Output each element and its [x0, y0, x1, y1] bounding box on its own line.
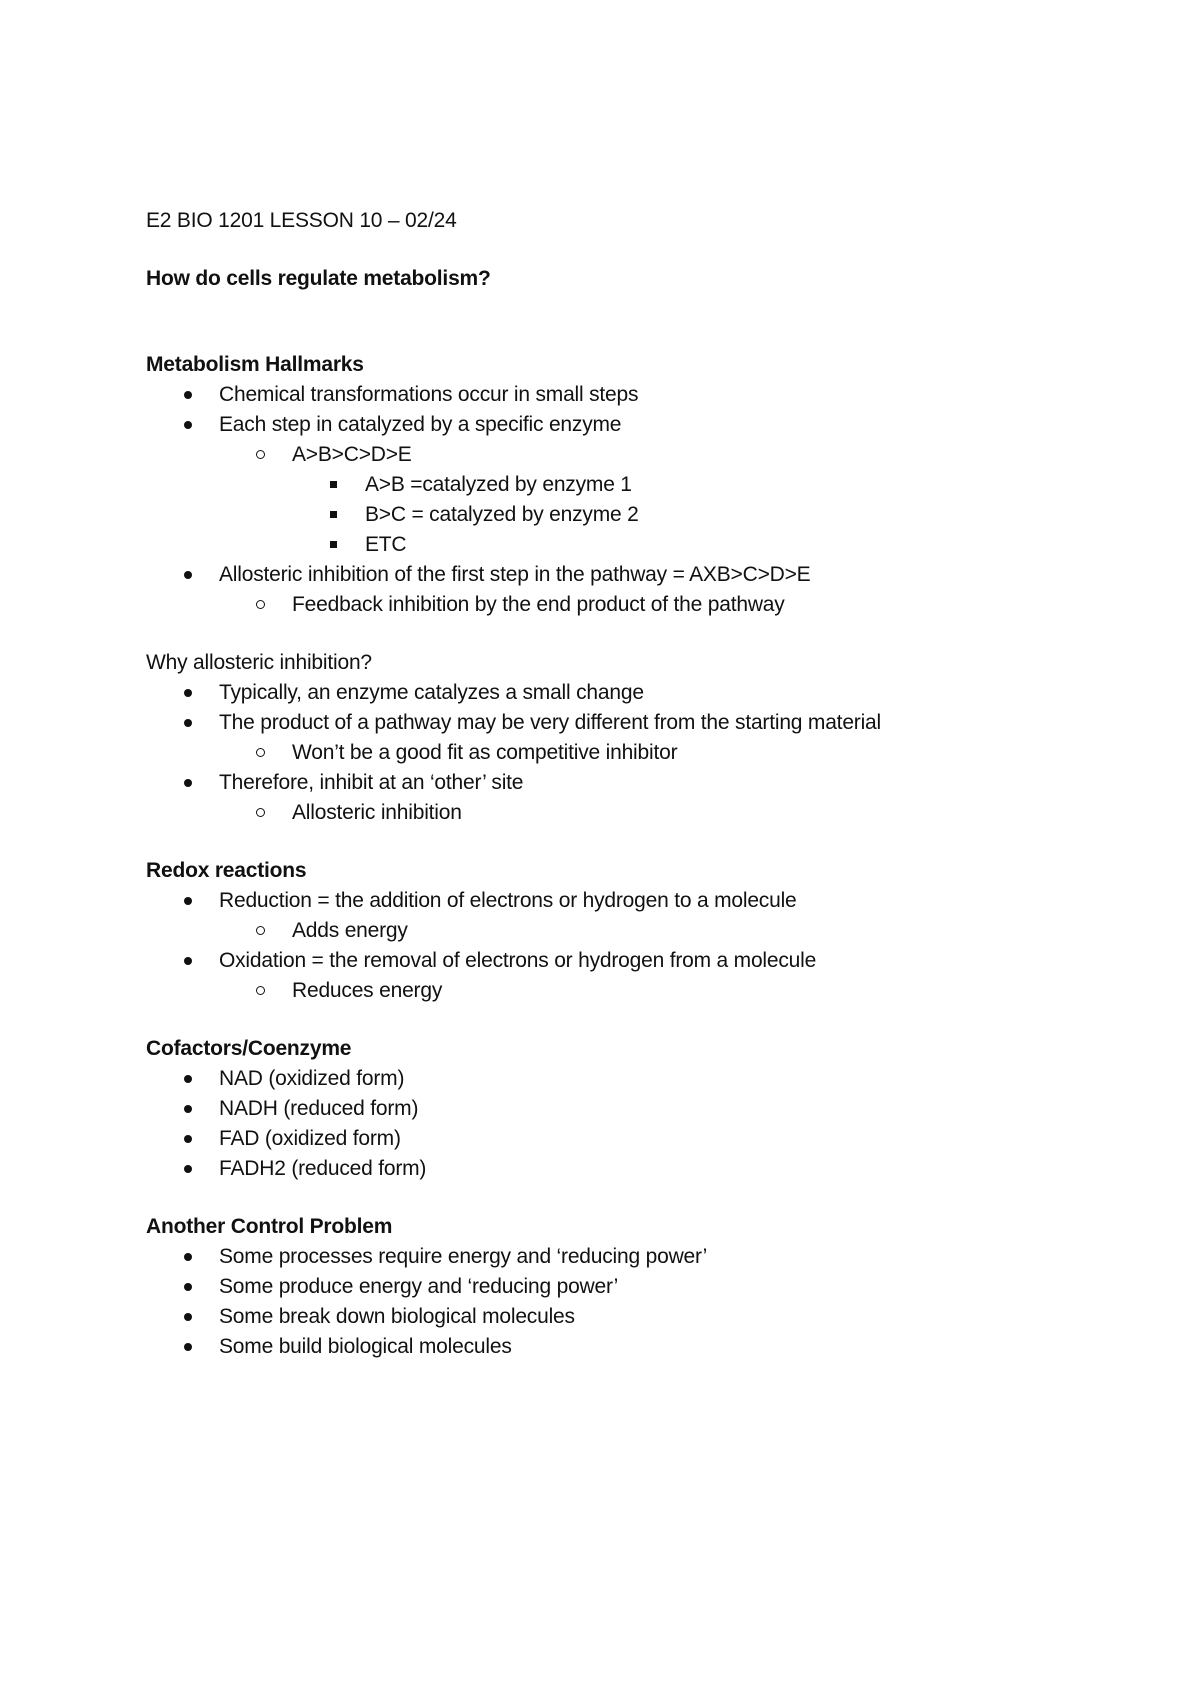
- bullet-disc-icon: [184, 1165, 192, 1173]
- list-item: FAD (oxidized form): [146, 1124, 1046, 1154]
- list-item: Some processes require energy and ‘reducing power’: [146, 1242, 1046, 1272]
- list-item: NADH (reduced form): [146, 1094, 1046, 1124]
- list-item: Each step in catalyzed by a specific enzyme: [146, 410, 1046, 440]
- bullet-circle-icon: [256, 808, 265, 817]
- list-item: Therefore, inhibit at an ‘other’ site: [146, 768, 1046, 798]
- section-title-hallmarks: Metabolism Hallmarks: [146, 353, 364, 376]
- list-item: Allosteric inhibition: [146, 798, 1046, 828]
- bullet-disc-icon: [184, 1283, 192, 1291]
- bullet-disc-icon: [184, 421, 192, 429]
- document-content: [146, 206, 1046, 1362]
- bullet-disc-icon: [184, 689, 192, 697]
- bullet-disc-icon: [184, 1075, 192, 1083]
- bullet-circle-icon: [256, 748, 265, 757]
- hallmarks-list: [146, 380, 1046, 620]
- bullet-disc-icon: [184, 1313, 192, 1321]
- section-title-cofactors: Cofactors/Coenzyme: [146, 1037, 352, 1060]
- list-item: Won’t be a good fit as competitive inhibitor: [146, 738, 1046, 768]
- bullet-circle-icon: [256, 600, 265, 609]
- list-item: Allosteric inhibition of the first step in the pathway = AXB>C>D>E: [146, 560, 1046, 590]
- list-item: Typically, an enzyme catalyzes a small change: [146, 678, 1046, 708]
- list-item: NAD (oxidized form): [146, 1064, 1046, 1094]
- bullet-circle-icon: [256, 986, 265, 995]
- list-item: Adds energy: [146, 916, 1046, 946]
- list-item: Some break down biological molecules: [146, 1302, 1046, 1332]
- control-list: [146, 1242, 1046, 1362]
- section-title-redox: Redox reactions: [146, 859, 307, 882]
- bullet-disc-icon: [184, 1135, 192, 1143]
- why-allosteric-list: [146, 678, 1046, 828]
- bullet-square-icon: [330, 481, 337, 488]
- bullet-disc-icon: [184, 897, 192, 905]
- cofactors-list: [146, 1064, 1046, 1184]
- lesson-header: E2 BIO 1201 LESSON 10 – 02/24: [146, 209, 457, 232]
- list-item: Some produce energy and ‘reducing power’: [146, 1272, 1046, 1302]
- bullet-disc-icon: [184, 571, 192, 579]
- list-item: Oxidation = the removal of electrons or hydrogen from a molecule: [146, 946, 1046, 976]
- bullet-square-icon: [330, 511, 337, 518]
- list-item: Feedback inhibition by the end product of the pathway: [146, 590, 1046, 620]
- list-item: The product of a pathway may be very different from the starting material: [146, 708, 1046, 738]
- bullet-circle-icon: [256, 926, 265, 935]
- bullet-circle-icon: [256, 450, 265, 459]
- bullet-square-icon: [330, 541, 337, 548]
- bullet-disc-icon: [184, 719, 192, 727]
- redox-list: [146, 886, 1046, 1006]
- bullet-disc-icon: [184, 1253, 192, 1261]
- bullet-disc-icon: [184, 1343, 192, 1351]
- list-item: B>C = catalyzed by enzyme 2: [146, 500, 1046, 530]
- list-item: A>B>C>D>E: [146, 440, 1046, 470]
- bullet-disc-icon: [184, 957, 192, 965]
- section-title-control: Another Control Problem: [146, 1215, 393, 1238]
- list-item: Some build biological molecules: [146, 1332, 1046, 1362]
- bullet-disc-icon: [184, 779, 192, 787]
- list-item: Chemical transformations occur in small steps: [146, 380, 1046, 410]
- lesson-question: How do cells regulate metabolism?: [146, 267, 491, 290]
- list-item: FADH2 (reduced form): [146, 1154, 1046, 1184]
- list-item: Reduction = the addition of electrons or hydrogen to a molecule: [146, 886, 1046, 916]
- bullet-disc-icon: [184, 391, 192, 399]
- list-item: A>B =catalyzed by enzyme 1: [146, 470, 1046, 500]
- bullet-disc-icon: [184, 1105, 192, 1113]
- section-title-why-allosteric: Why allosteric inhibition?: [146, 651, 372, 674]
- list-item: Reduces energy: [146, 976, 1046, 1006]
- list-item: ETC: [146, 530, 1046, 560]
